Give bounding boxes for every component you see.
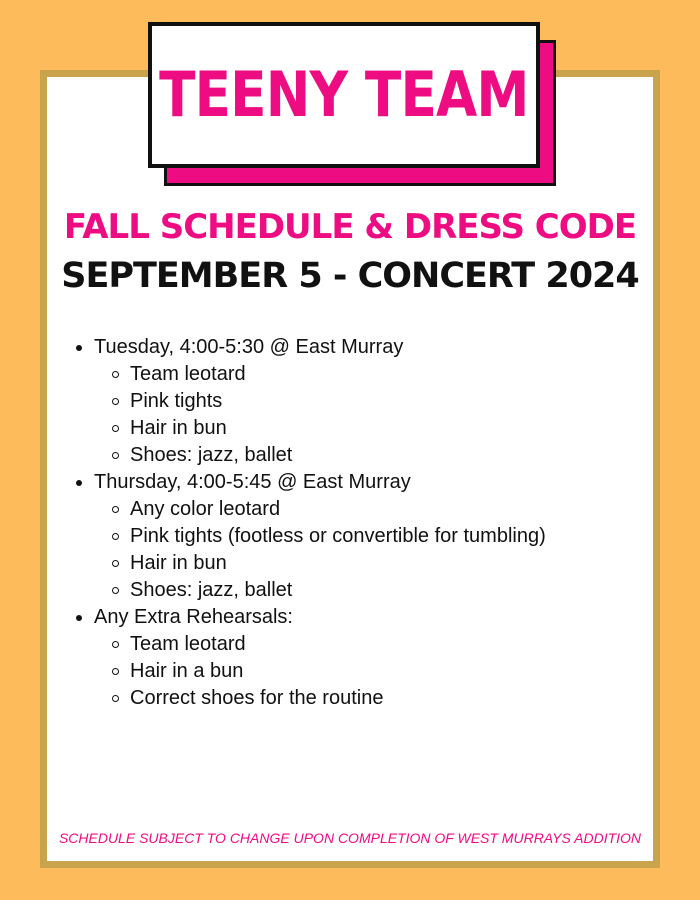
- dress-code-item: Correct shoes for the routine: [130, 687, 384, 709]
- dress-code-item: Shoes: jazz, ballet: [130, 579, 293, 601]
- list-item: [74, 577, 634, 604]
- dress-code-item: Pink tights (footless or convertible for tumbling): [130, 525, 546, 547]
- day-label: Thursday, 4:00-5:45 @ East Murray: [94, 471, 411, 493]
- sub-bullet-icon: [112, 533, 119, 540]
- page-title: TEENY TEAM: [159, 58, 529, 131]
- list-item: [74, 415, 634, 442]
- sub-bullet-icon: [112, 425, 119, 432]
- sub-bullet-icon: [112, 695, 119, 702]
- sub-bullet-icon: [112, 371, 119, 378]
- list-item: [74, 523, 634, 550]
- list-item: [74, 361, 634, 388]
- title-box: [148, 22, 540, 168]
- dress-code-item: Pink tights: [130, 390, 223, 412]
- dress-code-item: Any color leotard: [130, 498, 281, 520]
- sub-bullet-icon: [112, 560, 119, 567]
- dress-code-item: Hair in bun: [130, 417, 227, 439]
- dress-code-item: Shoes: jazz, ballet: [130, 444, 293, 466]
- date-range-heading: SEPTEMBER 5 - CONCERT 2024: [61, 256, 639, 296]
- sub-bullet-icon: [112, 398, 119, 405]
- dress-code-item: Team leotard: [130, 633, 246, 655]
- dress-code-item: Team leotard: [130, 363, 246, 385]
- list-item: [74, 604, 634, 631]
- sub-bullet-icon: [112, 668, 119, 675]
- list-item: [74, 550, 634, 577]
- list-item: [74, 658, 634, 685]
- bullet-icon: [76, 480, 82, 486]
- schedule-list: [74, 334, 634, 712]
- schedule-heading: FALL SCHEDULE & DRESS CODE: [63, 207, 637, 247]
- bullet-icon: [76, 615, 82, 621]
- sub-bullet-icon: [112, 587, 119, 594]
- list-item: [74, 631, 634, 658]
- footer-note: SCHEDULE SUBJECT TO CHANGE UPON COMPLETION OF WEST MURRAYS ADDITION: [58, 830, 642, 846]
- list-item: [74, 496, 634, 523]
- dress-code-item: Hair in a bun: [130, 660, 244, 682]
- list-item: [74, 334, 634, 361]
- list-item: [74, 442, 634, 469]
- sub-bullet-icon: [112, 641, 119, 648]
- list-item: [74, 685, 634, 712]
- bullet-icon: [76, 345, 82, 351]
- sub-bullet-icon: [112, 452, 119, 459]
- day-label: Any Extra Rehearsals:: [94, 606, 293, 628]
- list-item: [74, 388, 634, 415]
- sub-bullet-icon: [112, 506, 119, 513]
- day-label: Tuesday, 4:00-5:30 @ East Murray: [94, 336, 404, 358]
- list-item: [74, 469, 634, 496]
- dress-code-item: Hair in bun: [130, 552, 227, 574]
